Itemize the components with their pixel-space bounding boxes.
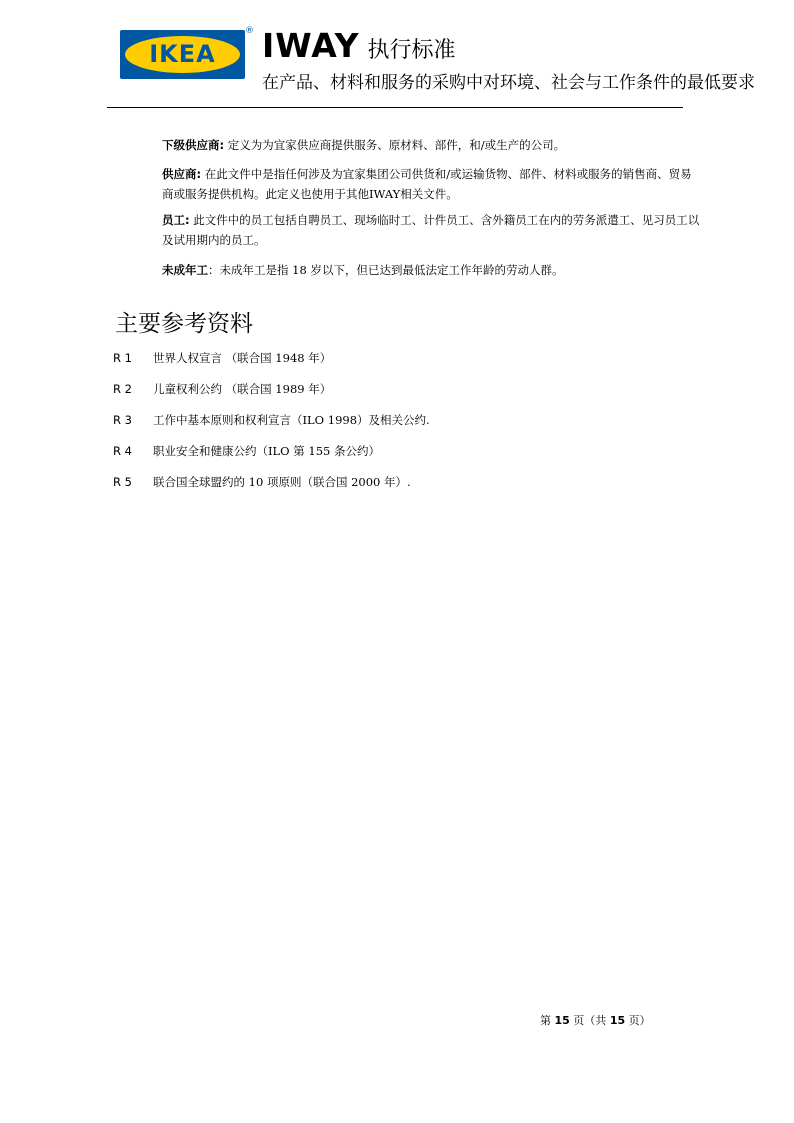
- definition-term: 供应商:: [162, 167, 202, 181]
- reference-code: R 4: [113, 444, 132, 458]
- document-title: [262, 26, 456, 64]
- reference-text: 工作中基本原则和权利宣言（ILO 1998）及相关公约.: [153, 413, 430, 427]
- reference-code: R 1: [113, 351, 132, 365]
- definition-young-worker: [162, 260, 702, 280]
- reference-text: 世界人权宣言 （联合国 1948 年）: [153, 351, 332, 365]
- reference-code: R 5: [113, 475, 132, 489]
- reference-item: [113, 348, 430, 379]
- registered-mark: ®: [245, 26, 254, 36]
- reference-text: 职业安全和健康公约（ILO 第 155 条公约）: [153, 444, 381, 458]
- definition-text: 此文件中的员工包括自聘员工、现场临时工、计件员工、含外籍员工在内的劳务派遣工、见习员工以及试用期内的员工。: [162, 213, 700, 247]
- reference-item: [113, 441, 430, 472]
- document-subtitle: 在产品、材料和服务的采购中对环境、社会与工作条件的最低要求: [262, 73, 755, 93]
- section-title-references: 主要参考资料: [115, 311, 253, 337]
- definition-text: ：未成年工是指 18 岁以下，但已达到最低法定工作年龄的劳动人群。: [208, 263, 564, 277]
- definition-term: 下级供应商:: [162, 138, 225, 152]
- definition-worker: [162, 210, 702, 250]
- page-footer: [540, 1012, 651, 1028]
- header-divider: [107, 107, 683, 108]
- reference-text: 儿童权利公约 （联合国 1989 年）: [153, 382, 332, 396]
- definition-term: 未成年工: [162, 263, 208, 277]
- ikea-logo: [120, 30, 245, 79]
- page-prefix: 第: [540, 1014, 555, 1027]
- page-total: 15: [609, 1014, 626, 1027]
- brand-name: IWAY: [262, 26, 360, 65]
- reference-item: [113, 379, 430, 410]
- definition-text: 在此文件中是指任何涉及为宜家集团公司供货和/或运输货物、部件、材料或服务的销售商、贸易商或服务提供机构。此定义也使用于其他IWAY相关文件。: [162, 167, 692, 201]
- page-suffix: 页）: [625, 1014, 651, 1027]
- reference-item: [113, 472, 430, 503]
- reference-text: 联合国全球盟约的 10 项原则（联合国 2000 年）.: [153, 475, 411, 489]
- reference-list: [113, 348, 430, 503]
- definition-sub-supplier: [162, 135, 702, 155]
- definition-term: 员工:: [162, 213, 190, 227]
- definition-text: 定义为为宜家供应商提供服务、原材料、部件，和/或生产的公司。: [224, 138, 566, 152]
- reference-code: R 3: [113, 413, 132, 427]
- reference-code: R 2: [113, 382, 132, 396]
- page-number: 15: [554, 1014, 570, 1027]
- page-mid: 页（共: [569, 1014, 610, 1027]
- standard-label: 执行标准: [367, 38, 456, 63]
- logo-text: IKEA: [149, 40, 216, 68]
- reference-item: [113, 410, 430, 441]
- definition-supplier: [162, 164, 702, 204]
